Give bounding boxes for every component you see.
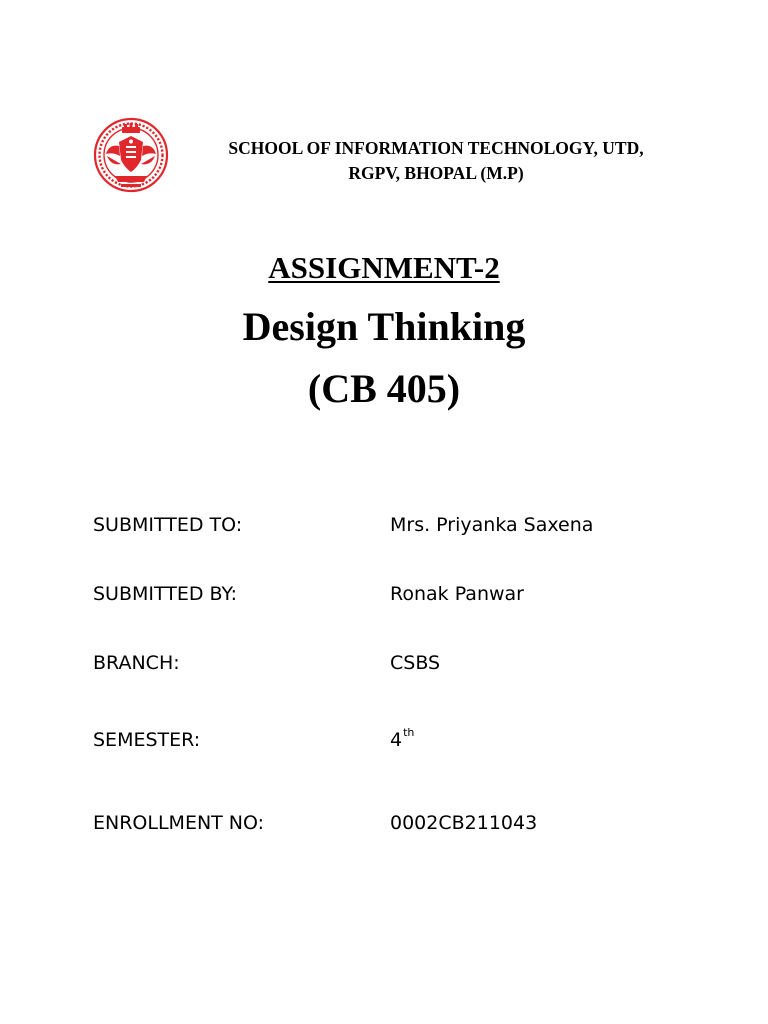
submitted-by-value: Ronak Panwar (390, 583, 524, 605)
school-name (180, 136, 692, 186)
submitted-to-value: Mrs. Priyanka Saxena (390, 514, 594, 536)
submitted-by-row (0, 579, 768, 609)
course-code: (CB 405) (307, 366, 461, 411)
branch-row (0, 648, 768, 678)
subject-title: Design Thinking (242, 304, 526, 349)
semester-label: SEMESTER: (93, 729, 201, 751)
semester-ordinal-suffix: th (403, 725, 415, 739)
assignment-heading-text: ASSIGNMENT-2 (268, 250, 500, 285)
branch-value: CSBS (390, 652, 441, 674)
enrollment-value: 0002CB211043 (390, 812, 538, 834)
submitted-by-label: SUBMITTED BY: (93, 583, 238, 605)
enrollment-row (0, 808, 768, 838)
semester-row (0, 725, 768, 755)
assignment-heading (0, 248, 768, 288)
submitted-to-row (0, 510, 768, 540)
school-name-line-1: SCHOOL OF INFORMATION TECHNOLOGY, UTD, (228, 138, 644, 158)
school-name-line-2: RGPV, BHOPAL (M.P) (348, 163, 524, 183)
submitted-to-label: SUBMITTED TO: (93, 514, 243, 536)
branch-label: BRANCH: (93, 652, 180, 674)
semester-value: 4 (390, 729, 403, 751)
semester-value-wrap (390, 725, 414, 755)
enrollment-label: ENROLLMENT NO: (93, 812, 265, 834)
university-emblem-icon (93, 116, 169, 194)
